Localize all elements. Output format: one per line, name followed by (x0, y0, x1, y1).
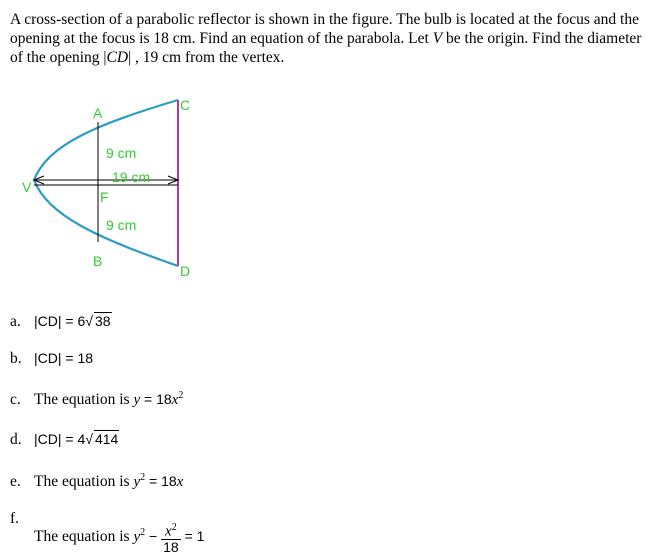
label-f: F (100, 189, 109, 205)
var-v: V (432, 30, 443, 47)
choice-a[interactable] (10, 312, 112, 331)
choice-letter: f. (10, 510, 20, 527)
choice-e-eq: = 18 (145, 473, 177, 490)
exponent: 2 (140, 472, 146, 483)
question-part3: | , 19 cm from the vertex. (128, 49, 285, 66)
reflector-figure (8, 96, 208, 286)
exponent: 2 (178, 390, 184, 401)
var-y: y (133, 529, 141, 546)
var-y: y (133, 392, 141, 409)
parabola-curve (34, 100, 178, 266)
choice-f-expression (34, 520, 204, 555)
label-c: C (180, 97, 191, 113)
choice-letter: a. (10, 313, 21, 330)
choice-d-radicand: 414 (94, 431, 119, 447)
label-b: B (93, 253, 103, 269)
label-a: A (93, 105, 103, 121)
choice-letter: e. (10, 473, 21, 491)
question-part1: A cross-section of a parabolic reflector is shown in the figure. The bulb is located at the focus and the opening at the focus is 18 cm. Find an equation of the parabola. Let (10, 11, 639, 47)
question-text (10, 10, 646, 67)
sqrt-symbol: √ (85, 313, 93, 329)
exponent: 2 (171, 522, 177, 533)
minus-sign: − (145, 528, 162, 545)
parabola-diagram (8, 96, 208, 286)
sqrt-symbol: √ (85, 431, 93, 447)
choice-c[interactable] (10, 390, 183, 409)
choice-letter: c. (10, 391, 21, 409)
choice-a-lhs: |CD| = 6 (34, 313, 86, 329)
bottom-dimension-label: 9 cm (106, 217, 137, 233)
choice-f-prefix: The equation is (34, 528, 134, 546)
var-x: x (171, 392, 179, 409)
var-y: y (133, 474, 141, 491)
top-dimension-label: 9 cm (106, 145, 137, 161)
choice-c-eq: = 18 (140, 391, 172, 408)
choice-b-lhs: |CD| = 18 (34, 350, 94, 366)
choice-letter: b. (10, 350, 22, 367)
choice-e-prefix: The equation is (34, 473, 134, 491)
choice-d[interactable] (10, 430, 119, 449)
axis-dimension-label: 19 cm (112, 169, 151, 185)
fraction-denominator: 18 (163, 539, 179, 556)
question-part2: be the origin. Find the diameter of the opening | (10, 30, 642, 66)
choice-a-radicand: 38 (94, 313, 111, 329)
var-cd: CD (106, 49, 129, 66)
choice-letter: d. (10, 431, 22, 448)
choice-c-prefix: The equation is (34, 391, 134, 409)
fraction (161, 520, 181, 555)
label-d: D (180, 263, 191, 279)
choice-b[interactable] (10, 350, 93, 368)
choice-f[interactable] (10, 510, 204, 555)
label-v: V (22, 179, 32, 195)
choice-e[interactable] (10, 472, 183, 491)
var-x: x (165, 523, 172, 540)
fraction-numerator (161, 520, 181, 540)
choice-f-rhs: = 1 (180, 528, 205, 545)
exponent: 2 (140, 527, 146, 539)
var-x: x (176, 474, 184, 491)
choice-d-lhs: |CD| = 4 (34, 431, 86, 447)
